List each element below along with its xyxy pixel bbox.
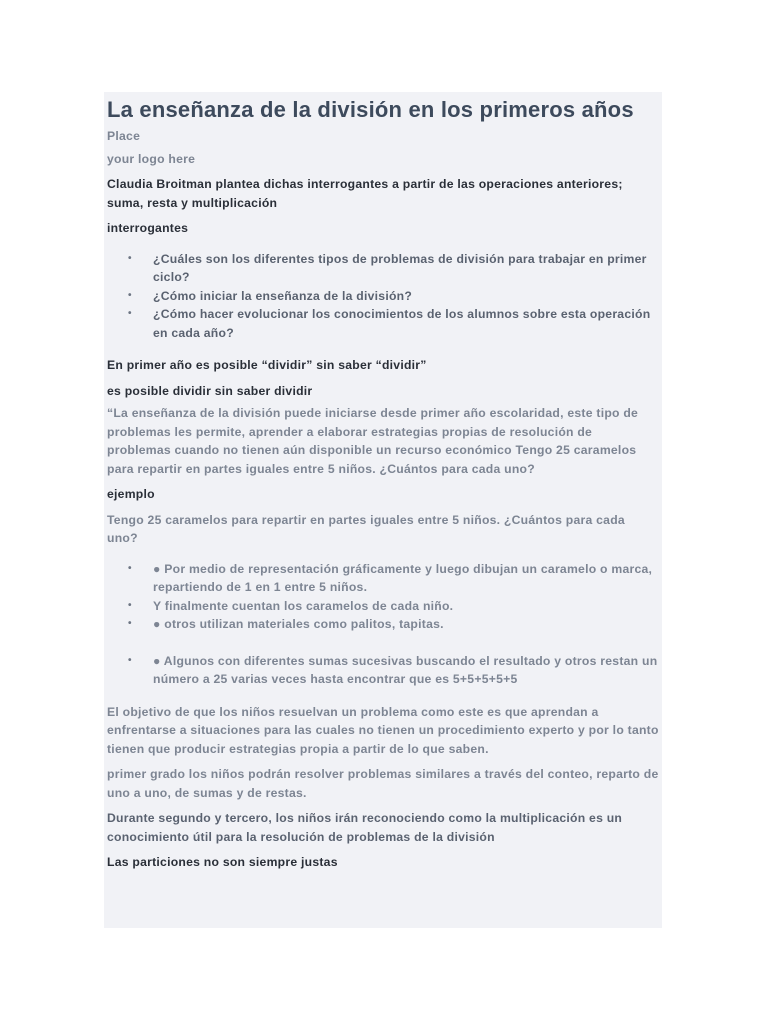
logo-placeholder-line2: your logo here	[107, 151, 196, 166]
list-item: • Y finalmente cuentan los caramelos de cada niño.	[128, 597, 659, 616]
document-page	[104, 92, 662, 928]
list-item: • ¿Cuáles son los diferentes tipos de problemas de división para trabajar en primer ciclo?	[128, 251, 647, 284]
strategies-list	[107, 560, 659, 689]
heading-posible-dividir: es posible dividir sin saber dividir	[107, 383, 313, 398]
quote-paragraph: “La enseñanza de la división puede iniciarse desde primer año escolaridad, este tipo de problemas les permite, aprender a elaborar estrategias propias de resolución de problemas cuando no tienen aún disponible un recurso económico Tengo 25 caramelos para repartir en partes iguales entre 5 niños. ¿Cuántos para cada uno?	[107, 406, 639, 476]
segundo-tercero-paragraph: Durante segundo y tercero, los niños irán reconociendo como la multiplicación es un conocimiento útil para la resolución de problemas de la división	[107, 811, 623, 844]
objetivo-paragraph: El objetivo de que los niños resuelvan un problema como este es que aprendan a enfrentarse a situaciones para las cuales no tienen un procedimiento experto y por lo tanto tienen que producir estrategias propia a partir de lo que saben.	[107, 704, 659, 756]
list-item: • ● otros utilizan materiales como palitos, tapitas.	[128, 615, 659, 634]
bullet-icon: •	[128, 308, 132, 319]
bullet-icon: •	[128, 599, 132, 611]
heading-primer-ano: En primer año es posible “dividir” sin saber “dividir”	[107, 358, 427, 372]
logo-placeholder-line1: Place	[107, 129, 141, 143]
bullet-icon: •	[128, 252, 132, 264]
bullet-icon: •	[128, 654, 132, 666]
list-item: • ¿Cómo iniciar la enseñanza de la división?	[128, 287, 659, 306]
heading-particiones: Las particiones no son siempre justas	[107, 855, 338, 869]
questions-list	[107, 250, 659, 343]
list-item: • ● Algunos con diferentes sumas sucesivas buscando el resultado y otros restan un número a 25 varias veces hasta encontrar que es 5+5+5+5+5	[128, 653, 658, 686]
example-paragraph: Tengo 25 caramelos para repartir en partes iguales entre 5 niños. ¿Cuántos para cada uno?	[107, 512, 625, 545]
bullet-icon: •	[128, 562, 132, 574]
primer-grado-paragraph: primer grado los niños podrán resolver problemas similares a través del conteo, reparto de uno a uno, de sumas y de restas.	[107, 767, 659, 800]
section-heading-interrogantes: interrogantes	[107, 221, 189, 235]
bullet-icon: •	[128, 618, 132, 629]
document-title: La enseñanza de la división en los primeros años	[107, 97, 634, 122]
section-heading-ejemplo: ejemplo	[107, 487, 155, 501]
list-item: • ● Por medio de representación gráficamente y luego dibujan un caramelo o marca, repartiendo de 1 en 1 entre 5 niños.	[128, 561, 653, 594]
list-item: • ¿Cómo hacer evolucionar los conocimientos de los alumnos sobre esta operación en cada año?	[128, 307, 651, 340]
bullet-icon: •	[128, 289, 132, 301]
intro-paragraph: Claudia Broitman plantea dichas interrogantes a partir de las operaciones anteriores; suma, resta y multiplicación	[107, 177, 623, 210]
